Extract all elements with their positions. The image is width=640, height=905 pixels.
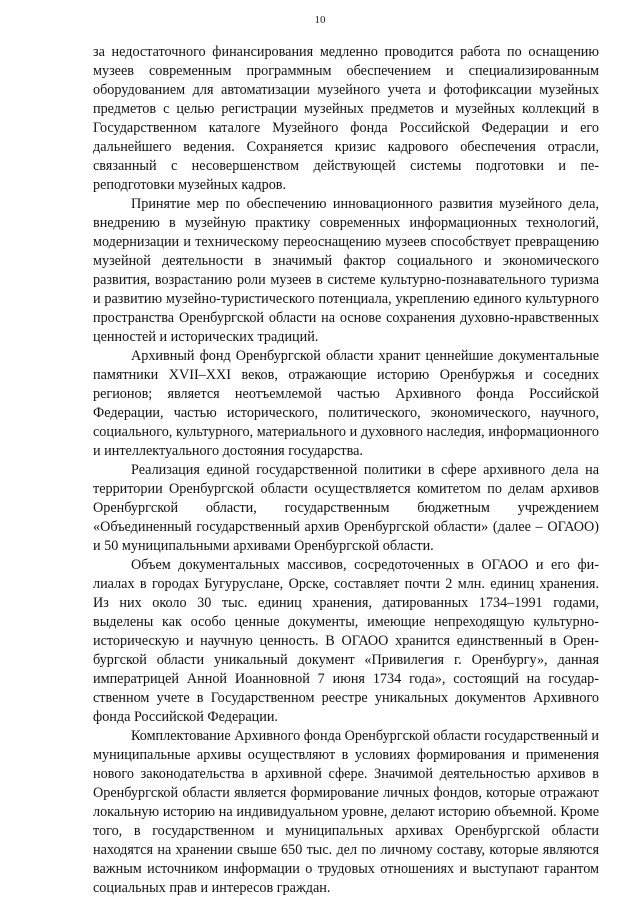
paragraph-archive-policy: Реализация единой государственной политики в сфере архивного дела на территории Оренбургской области осуществляется комитетом по делам архивов Оренбургской области, государственным бюджетным учреждением «Объединенный государственный архив Оренбургской области» (далее – ОГАОО) и 50 муниципальными архивами Оренбургской области. <box>93 462 599 554</box>
paragraph-document-volume: Объем документальных массивов, сосредоточенных в ОГАОО и его филиалах в городах Бугуруслане, Орске, составляет почти 2 млн. единиц хранения. Из них около 30 тыс. единиц хранения, датированных 1734–1991 годами, выделены как особо ценные документы, имеющие непреходящую культурно-историческую и научную ценность. В ОГАОО хранится единственный в Оренбургской области уникальный документ «Привилегия г. Оренбургу», данная императрицей Анной Иоанновной 7 июня 1734 года», состоящий на государственном учете в Государственном реестре уникальных документов Архивного фонда Российской Федерации. <box>93 557 599 725</box>
body-text <box>93 43 599 898</box>
paragraph-fund-acquisition: Комплектование Архивного фонда Оренбургской области государственный и муниципальные архивы осуществляют в условиях формирования и применения нового законодательства в архивной сфере. Значимой деятельностью архивов в Оренбургской области является формирование личных фондов, которые отражают локальную историю на индивидуальном уровне, делают историю объемной. Кроме того, в государственном и муниципальных архивах Оренбургской области находятся на хранении свыше 650 тыс. дел по личному составу, которые являются важным источником информации о трудовых отношениях и выступают гарантом социальных прав и интересов граждан. <box>93 728 599 896</box>
paragraph-archive-fund: Архивный фонд Оренбургской области хранит ценнейшие документальные памятники XVII–XXI веков, отражающие историю Оренбуржья и соседних регионов; является неотъемлемой частью Архивного фонда Российской Федерации, частью исторического, политического, экономического, научного, социального, культурного, материального и духовного наследия, информационного и интеллектуального достояния государства. <box>93 348 599 459</box>
page-number: 10 <box>314 14 326 26</box>
paragraph-museum-innovation: Принятие мер по обеспечению инновационного развития музейного дела, внедрению в музейную практику современных информационных технологий, модернизации и техническому переоснащению музеев способствует превращению музейной деятельности в значимый фактор социального и экономического развития, возрастанию роли музеев в системе культурно-познавательного туризма и развитию музейно-туристического потенциала, укреплению единого культурного пространства Оренбургской области на основе сохранения духовно-нравственных ценностей и исторических традиций. <box>93 196 599 345</box>
paragraph-museum-staffing: за недостаточного финансирования медленно проводится работа по оснащению музеев современным программным обеспечением и специализированным оборудованием для автоматизации музейного учета и фотофиксации музейных предметов с целью регистрации музейных предметов и музейных коллекций в Государственном каталоге Музейного фонда Российской Федерации и его дальнейшего ведения. Сохраняется кризис кадрового обеспечения отрасли, связанный с несовершенством действующей системы подготовки и переподготовки музейных кадров. <box>93 44 599 193</box>
